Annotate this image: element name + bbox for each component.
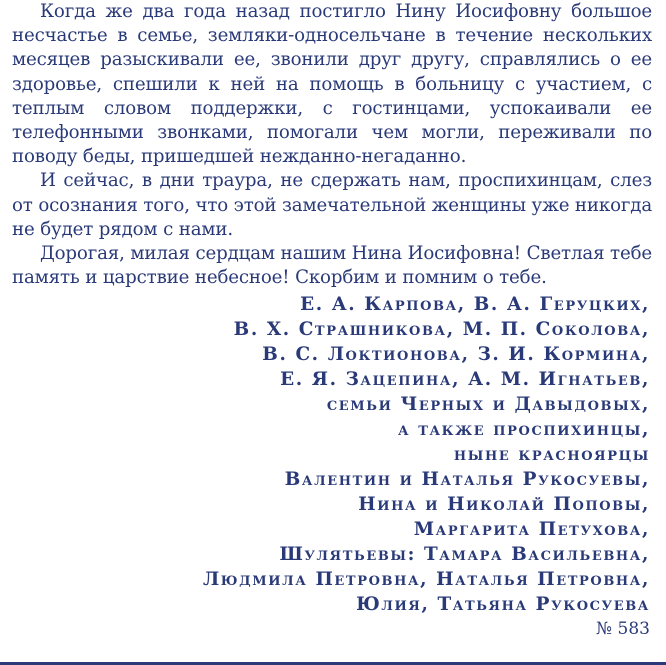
signature-line: Е. Я. Зацепина, А. М. Игнатьев, [280,369,650,391]
signature-line: В. С. Локтионова, З. И. Кормина, [262,344,650,366]
ad-number: № 583 [596,619,650,640]
signature-line: а также проспихинцы, [398,419,650,441]
signature-line: ныне красноярцы [453,444,650,466]
signature-line: Маргарита Петухова, [413,519,650,541]
signature-line: В. Х. Страшникова, М. П. Соколова, [233,319,650,341]
signature-line: Шулятьевы: Тамара Васильевна, [279,544,650,566]
signature-line: Валентин и Наталья Рукосуевы, [284,469,650,491]
top-cut-line [30,0,300,5]
signature-line: Е. А. Карпова, В. А. Геруцких, [300,294,650,316]
signature-line: Юлия, Татьяна Рукосуева [356,594,650,616]
signature-block [12,292,652,617]
signature-line: Людмила Петровна, Наталья Петровна, [202,569,650,591]
signature-line: Нина и Николай Поповы, [358,494,650,516]
signature-line: семьи Черных и Давыдовых, [326,394,650,416]
paragraph-2: И сейчас, в дни траура, не сдержать нам, проспихинцам, слез от осознания того, что этой замечательной женщины уже никогда не будет рядом с нами. [12,170,653,240]
paragraph-3: Дорогая, милая сердцам нашим Нина Иосифовна! Светлая тебе память и царствие небесное! Скорбим и помним о тебе. [12,243,652,289]
paragraph-1: Когда же два года назад постигло Нину Иосифовну большое несчастье в семье, земляки-односельчане в течение нескольких месяцев разыскивали ее, звонили друг другу, справлялись о ее здоровье, спешили к ней на помощь в больницу с участием, с теплым словом поддержки, с гостинцами, успокаивали ее телефонными звонками, помогали чем могли, переживали по поводу беды, пришедшей нежданно-негаданно. [12,1,652,168]
